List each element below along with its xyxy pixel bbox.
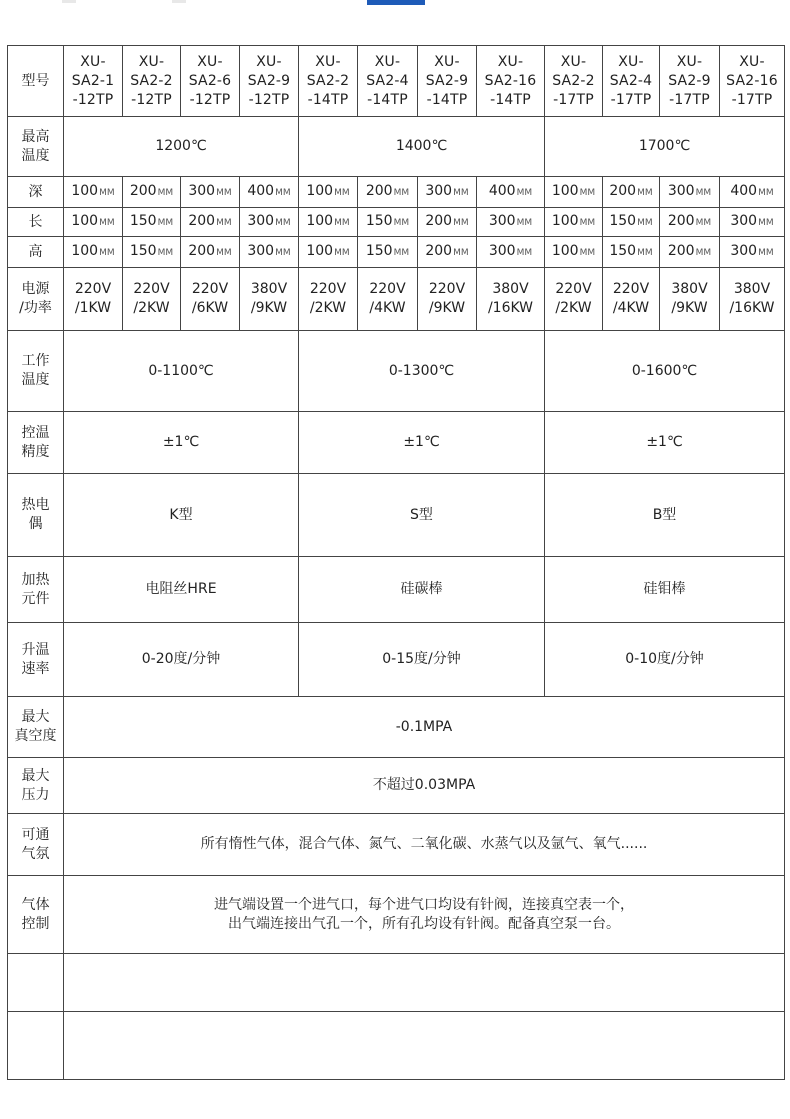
- row-length: [8, 208, 785, 237]
- power-cell: 220V /9KW: [418, 268, 477, 331]
- heating-element-cell: 硅钼棒: [545, 557, 785, 623]
- power-cell: 380V /16KW: [477, 268, 545, 331]
- label-control-accuracy: 控温 精度: [8, 412, 64, 474]
- max-temp-cell: 1700℃: [545, 117, 785, 177]
- thermocouple-cell: K型: [64, 474, 299, 557]
- row-max-vacuum: [8, 697, 785, 758]
- length-cell: 150MM: [603, 208, 660, 237]
- length-cell: 150MM: [358, 208, 418, 237]
- length-cell: 200MM: [660, 208, 720, 237]
- depth-cell: 200MM: [603, 177, 660, 208]
- length-cell: 300MM: [240, 208, 299, 237]
- depth-cell: 200MM: [358, 177, 418, 208]
- active-tab-indicator: [367, 0, 425, 5]
- max-temp-cell: 1200℃: [64, 117, 299, 177]
- height-cell: 100MM: [64, 237, 123, 268]
- power-cell: 380V /16KW: [720, 268, 785, 331]
- gas-control-line-2: 出气端连接出气孔一个，所有孔均设有针阀。配备真空泵一台。: [228, 915, 620, 932]
- height-cell: 300MM: [240, 237, 299, 268]
- label-max-vacuum: 最大 真空度: [8, 697, 64, 758]
- depth-cell: 400MM: [720, 177, 785, 208]
- label-depth: 深: [8, 177, 64, 208]
- model-cell: XU- SA2-6 -12TP: [181, 46, 240, 117]
- accuracy-cell: ±1℃: [299, 412, 545, 474]
- heating-rate-cell: 0-15度/分钟: [299, 623, 545, 697]
- row-heating-element: [8, 557, 785, 623]
- model-cell: XU- SA2-9 -14TP: [418, 46, 477, 117]
- height-cell: 200MM: [418, 237, 477, 268]
- height-cell: 150MM: [358, 237, 418, 268]
- depth-cell: 300MM: [181, 177, 240, 208]
- row-thermocouple: [8, 474, 785, 557]
- depth-cell: 100MM: [64, 177, 123, 208]
- label-max-pressure: 最大 压力: [8, 758, 64, 814]
- length-cell: 300MM: [720, 208, 785, 237]
- model-cell: XU- SA2-16 -14TP: [477, 46, 545, 117]
- max-temp-cell: 1400℃: [299, 117, 545, 177]
- power-cell: 380V /9KW: [660, 268, 720, 331]
- label-work-temp: 工作 温度: [8, 331, 64, 412]
- heating-rate-cell: 0-10度/分钟: [545, 623, 785, 697]
- power-cell: 220V /4KW: [603, 268, 660, 331]
- empty-label-cell: [8, 954, 64, 1012]
- max-pressure-cell: 不超过0.03MPA: [64, 758, 785, 814]
- depth-cell: 200MM: [123, 177, 181, 208]
- height-cell: 200MM: [181, 237, 240, 268]
- power-cell: 220V /2KW: [123, 268, 181, 331]
- model-cell: XU- SA2-9 -12TP: [240, 46, 299, 117]
- top-tick-1: [62, 0, 76, 3]
- depth-cell: 100MM: [545, 177, 603, 208]
- height-cell: 100MM: [545, 237, 603, 268]
- gas-control-line-1: 进气端设置一个进气口，每个进气口均设有针阀，连接真空表一个，: [214, 896, 634, 913]
- label-length: 长: [8, 208, 64, 237]
- row-gas-control: [8, 876, 785, 954]
- length-cell: 300MM: [477, 208, 545, 237]
- thermocouple-cell: S型: [299, 474, 545, 557]
- label-height: 高: [8, 237, 64, 268]
- power-cell: 220V /6KW: [181, 268, 240, 331]
- model-cell: XU- SA2-4 -14TP: [358, 46, 418, 117]
- depth-cell: 300MM: [660, 177, 720, 208]
- accuracy-cell: ±1℃: [64, 412, 299, 474]
- row-empty-2: [8, 1012, 785, 1080]
- row-heating-rate: [8, 623, 785, 697]
- empty-label-cell: [8, 1012, 64, 1080]
- depth-cell: 100MM: [299, 177, 358, 208]
- row-empty-1: [8, 954, 785, 1012]
- label-max-temp: 最高 温度: [8, 117, 64, 177]
- empty-content-cell: [64, 954, 785, 1012]
- row-depth: [8, 177, 785, 208]
- model-cell: XU- SA2-2 -14TP: [299, 46, 358, 117]
- work-temp-cell: 0-1100℃: [64, 331, 299, 412]
- power-cell: 220V /4KW: [358, 268, 418, 331]
- label-heating-element: 加热 元件: [8, 557, 64, 623]
- row-model: [8, 46, 785, 117]
- label-thermocouple: 热电 偶: [8, 474, 64, 557]
- gas-control-cell: [64, 876, 785, 954]
- row-max-pressure: [8, 758, 785, 814]
- heating-element-cell: 电阻丝HRE: [64, 557, 299, 623]
- height-cell: 300MM: [477, 237, 545, 268]
- thermocouple-cell: B型: [545, 474, 785, 557]
- label-gas: 可通 气氛: [8, 814, 64, 876]
- work-temp-cell: 0-1600℃: [545, 331, 785, 412]
- power-cell: 220V /2KW: [545, 268, 603, 331]
- length-cell: 150MM: [123, 208, 181, 237]
- power-cell: 220V /1KW: [64, 268, 123, 331]
- accuracy-cell: ±1℃: [545, 412, 785, 474]
- label-model: 型号: [8, 46, 64, 117]
- length-cell: 100MM: [299, 208, 358, 237]
- max-vacuum-cell: -0.1MPA: [64, 697, 785, 758]
- gas-cell: 所有惰性气体，混合气体、氮气、二氧化碳、水蒸气以及氩气、氧气......: [64, 814, 785, 876]
- label-heating-rate: 升温 速率: [8, 623, 64, 697]
- depth-cell: 300MM: [418, 177, 477, 208]
- length-cell: 200MM: [418, 208, 477, 237]
- spec-table: [7, 45, 785, 1080]
- label-gas-control: 气体 控制: [8, 876, 64, 954]
- row-height: [8, 237, 785, 268]
- height-cell: 200MM: [660, 237, 720, 268]
- power-cell: 380V /9KW: [240, 268, 299, 331]
- height-cell: 150MM: [603, 237, 660, 268]
- power-cell: 220V /2KW: [299, 268, 358, 331]
- model-cell: XU- SA2-2 -17TP: [545, 46, 603, 117]
- empty-content-cell: [64, 1012, 785, 1080]
- work-temp-cell: 0-1300℃: [299, 331, 545, 412]
- height-cell: 100MM: [299, 237, 358, 268]
- height-cell: 150MM: [123, 237, 181, 268]
- heating-rate-cell: 0-20度/分钟: [64, 623, 299, 697]
- row-control-accuracy: [8, 412, 785, 474]
- length-cell: 100MM: [545, 208, 603, 237]
- row-work-temp: [8, 331, 785, 412]
- depth-cell: 400MM: [240, 177, 299, 208]
- row-gas: [8, 814, 785, 876]
- heating-element-cell: 硅碳棒: [299, 557, 545, 623]
- top-tick-2: [172, 0, 186, 3]
- model-cell: XU- SA2-16 -17TP: [720, 46, 785, 117]
- depth-cell: 400MM: [477, 177, 545, 208]
- model-cell: XU- SA2-2 -12TP: [123, 46, 181, 117]
- length-cell: 100MM: [64, 208, 123, 237]
- model-cell: XU- SA2-1 -12TP: [64, 46, 123, 117]
- height-cell: 300MM: [720, 237, 785, 268]
- model-cell: XU- SA2-9 -17TP: [660, 46, 720, 117]
- label-power: 电源 /功率: [8, 268, 64, 331]
- length-cell: 200MM: [181, 208, 240, 237]
- row-max-temp: [8, 117, 785, 177]
- model-cell: XU- SA2-4 -17TP: [603, 46, 660, 117]
- row-power: [8, 268, 785, 331]
